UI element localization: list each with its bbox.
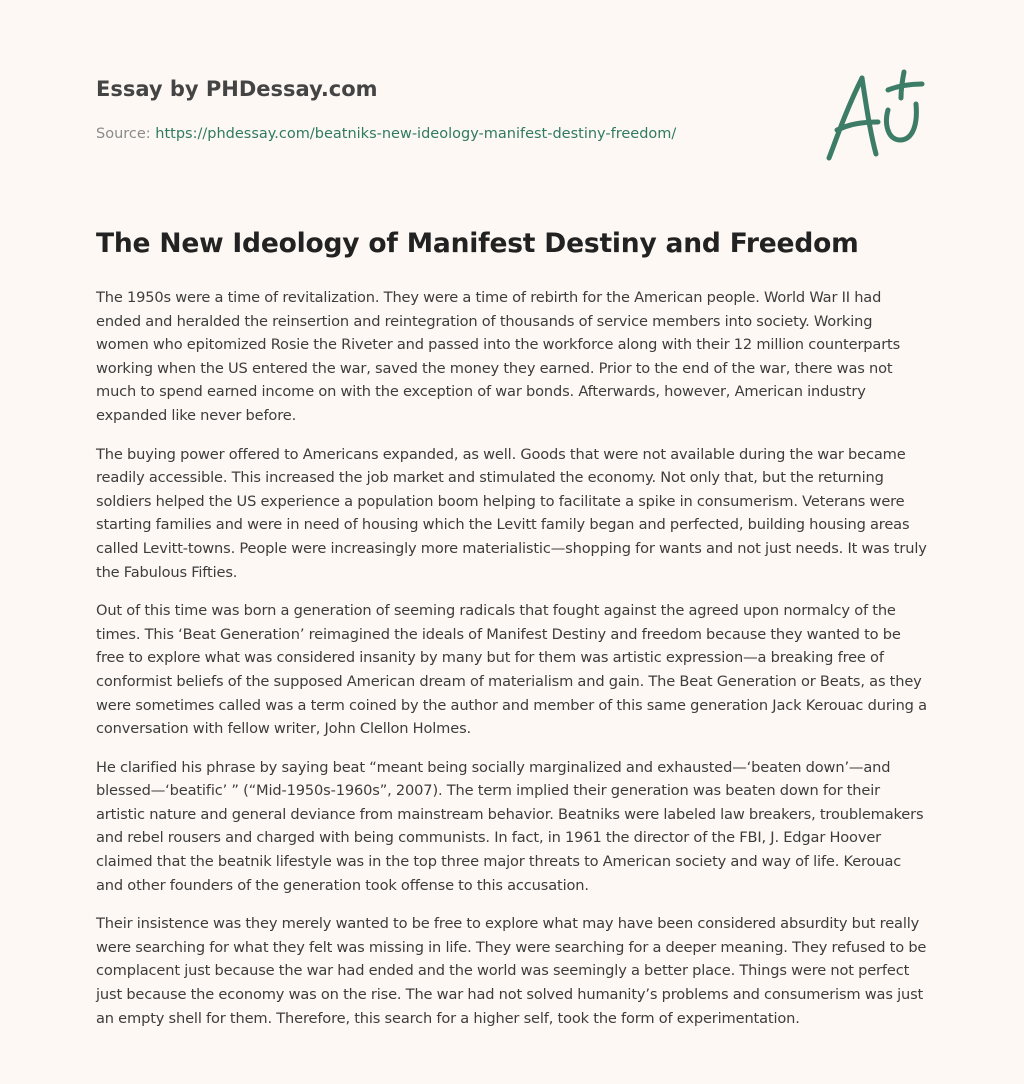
essay-paragraph: Their insistence was they merely wanted to be free to explore what may have been considered absurdity but really were searching for what they felt was missing in life. They were searching for a deeper meaning. They refused to be complacent just because the war had ended and the world was seemingly a better place. Things were not perfect just because the economy was on the rise. The war had not solved humanity’s problems and consumerism was just an empty shell for them. Therefore, this search for a higher self, took the form of experimentation. [96, 915, 927, 1027]
a-plus-grade-icon [822, 66, 930, 166]
page-header [96, 74, 916, 144]
essay-title: The New Ideology of Manifest Destiny and Freedom [96, 228, 859, 259]
site-brand: Essay by PHDessay.com [96, 77, 378, 101]
source-link[interactable]: https://phdessay.com/beatniks-new-ideology-manifest-destiny-freedom/ [155, 126, 677, 142]
essay-body [96, 286, 928, 1045]
essay-paragraph: Out of this time was born a generation of seeming radicals that fought against the agreed upon normalcy of the times. This ‘Beat Generation’ reimagined the ideals of Manifest Destiny and freedom because they wanted to be free to explore what was considered insanity by many but for them was artistic expression—a breaking free of conformist beliefs of the supposed American dream of materialism and gain. The Beat Generation or Beats, as they were sometimes called was a term coined by the author and member of this same generation Jack Kerouac during a conversation with fellow writer, John Clellon Holmes. [96, 602, 927, 738]
essay-paragraph: The buying power offered to Americans expanded, as well. Goods that were not available during the war became readily accessible. This increased the job market and stimulated the economy. Not only that, but the returning soldiers helped the US experience a population boom helping to facilitate a spike in consumerism. Veterans were starting families and were in need of housing which the Levitt family began and perfected, building housing areas called Levitt-towns. People were increasingly more materialistic—shopping for wants and not just needs. It was truly the Fabulous Fifties. [96, 445, 927, 581]
source-line [96, 124, 916, 144]
essay-paragraph: The 1950s were a time of revitalization. They were a time of rebirth for the American people. World War II had ended and heralded the reinsertion and reintegration of thousands of service members into society. Working women who epitomized Rosie the Riveter and passed into the workforce along with their 12 million counterparts working when the US entered the war, saved the money they earned. Prior to the end of the war, there was not much to spend earned income on with the exception of war bonds. Afterwards, however, American industry expanded like never before. [96, 289, 901, 424]
essay-paragraph: He clarified his phrase by saying beat “meant being socially marginalized and exhausted—‘beaten down’—and blessed—‘beatific’ ” (“Mid-1950s-1960s”, 2007). The term implied their generation was beaten down for their artistic nature and general deviance from mainstream behavior. Beatniks were labeled law breakers, troublemakers and rebel rousers and charged with being communists. In fact, in 1961 the director of the FBI, J. Edgar Hoover claimed that the beatnik lifestyle was in the top three major threats to American society and way of life. Kerouac and other founders of the generation took offense to this accusation. [96, 758, 924, 894]
source-label: Source: [96, 126, 156, 142]
